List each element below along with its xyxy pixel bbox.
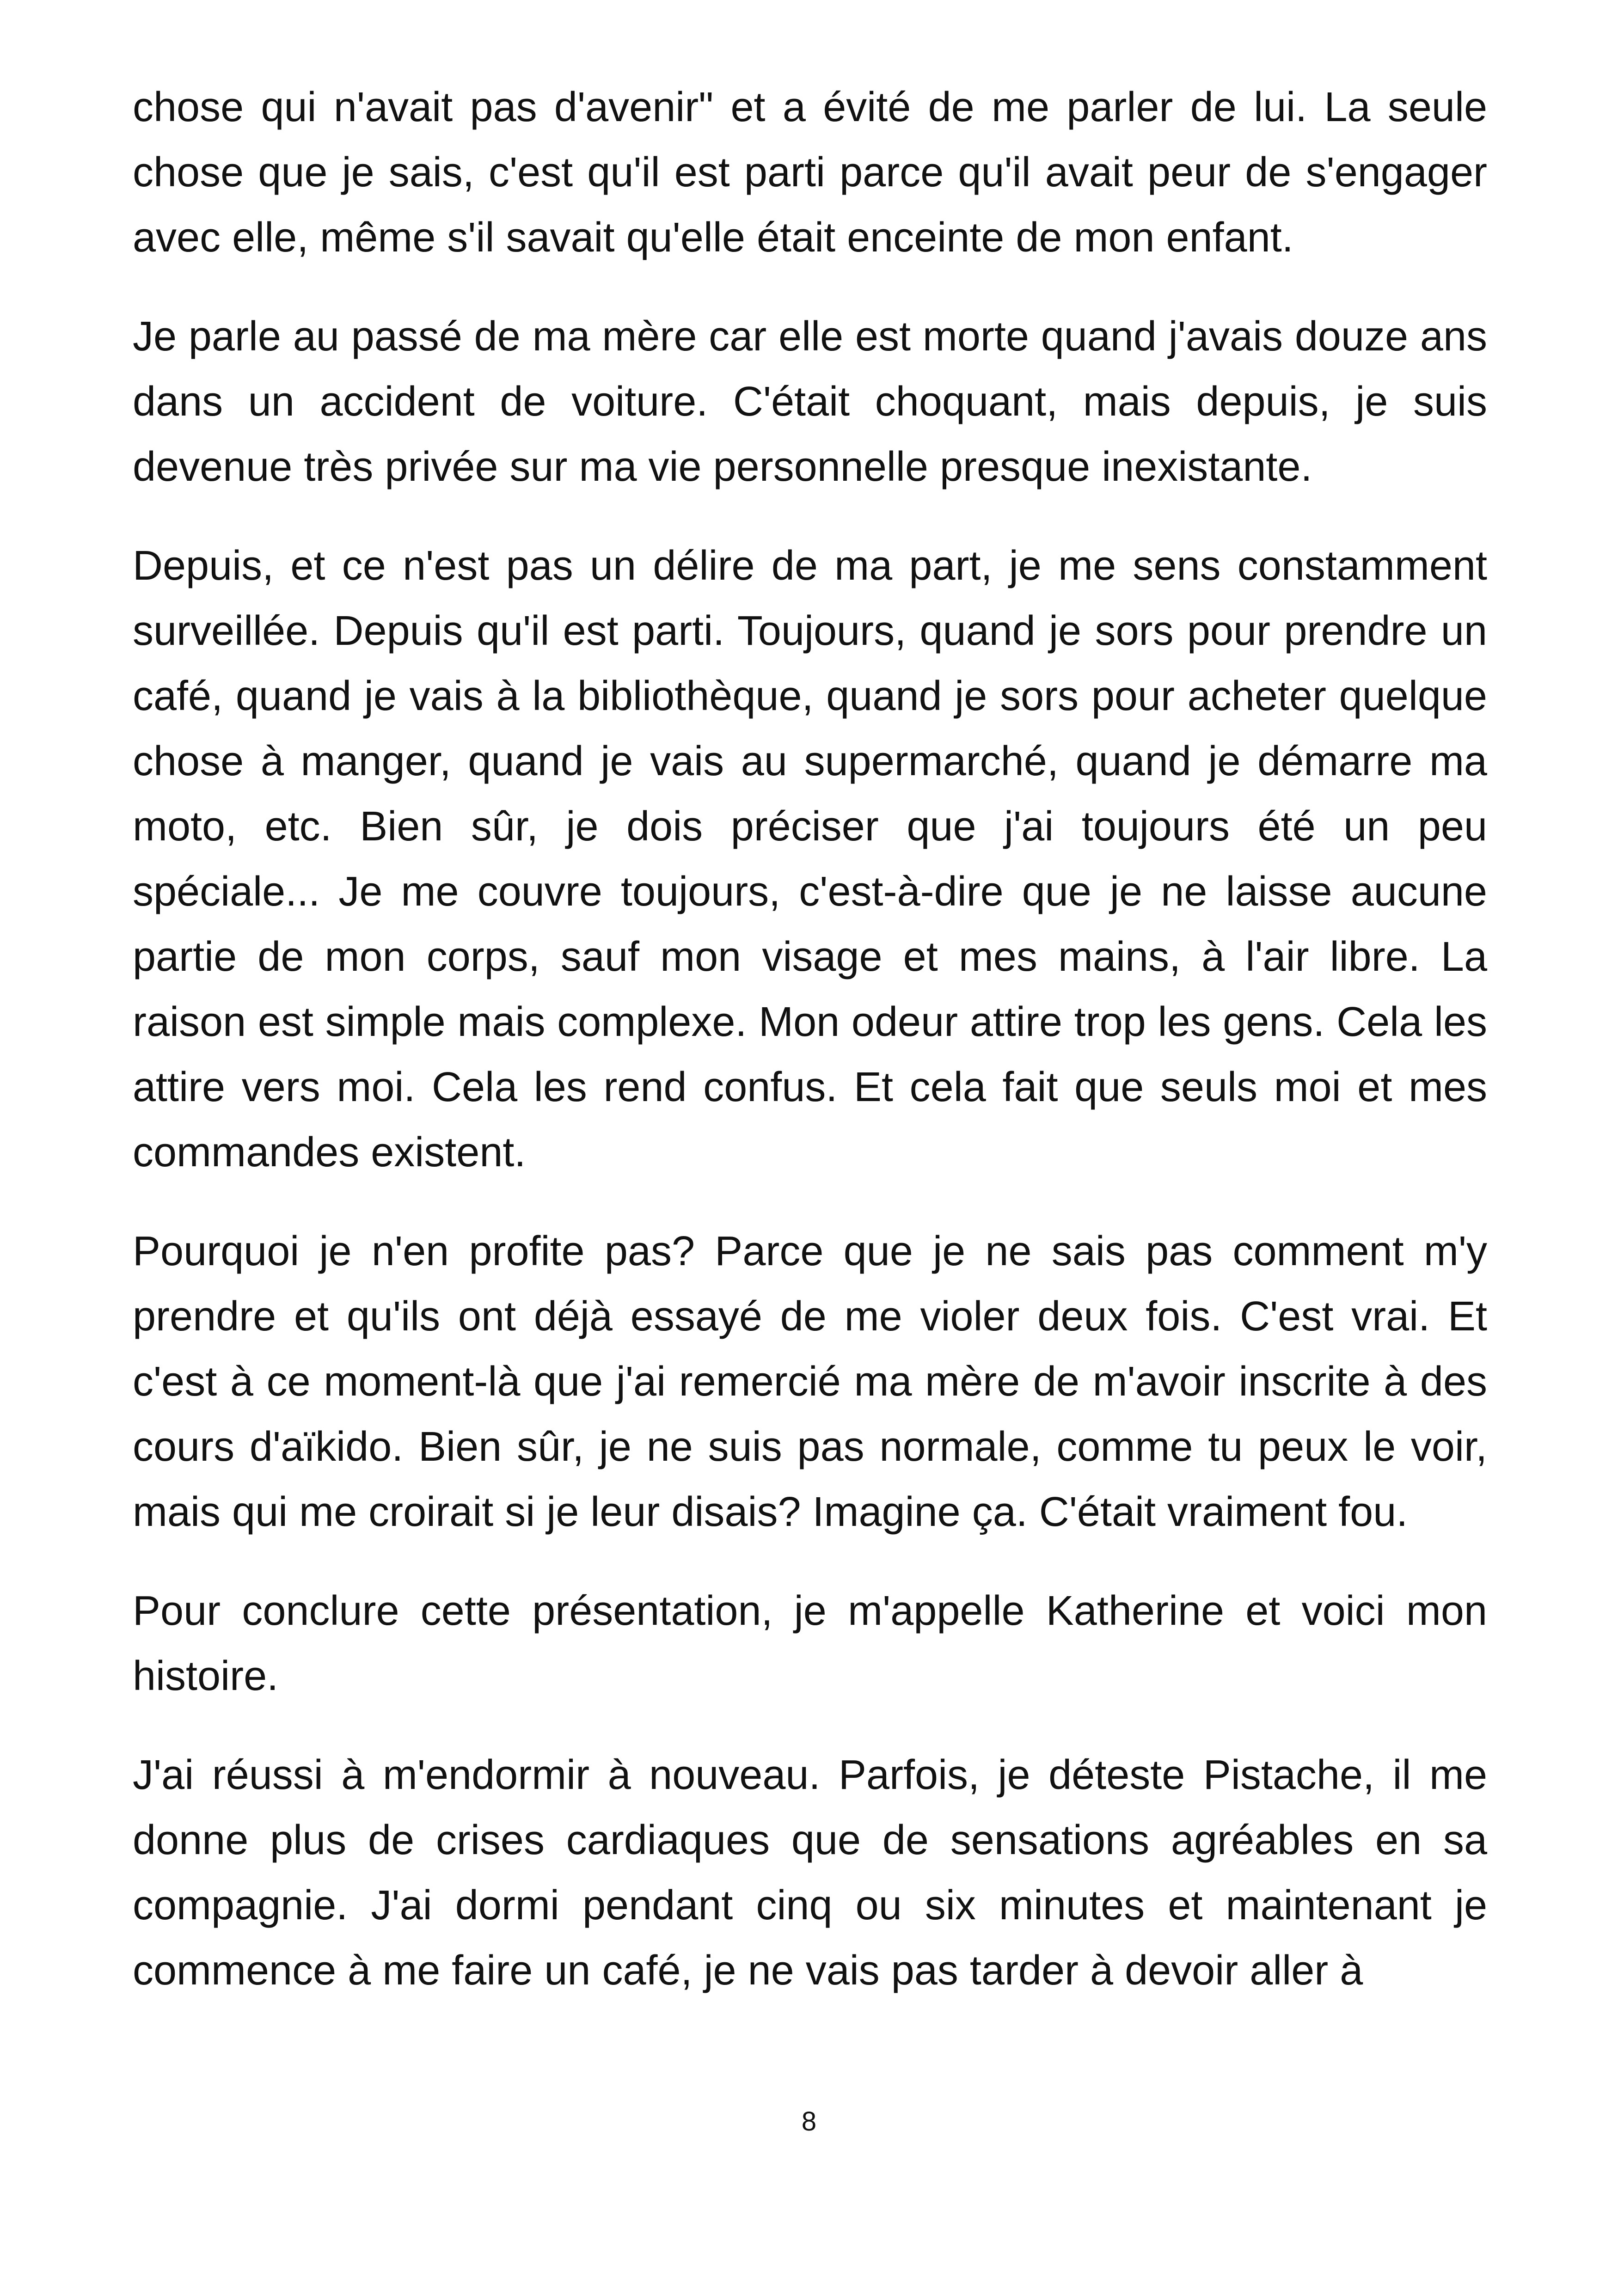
page-number: 8 bbox=[801, 2106, 817, 2137]
body-text bbox=[133, 75, 1487, 2003]
paragraph: Je parle au passé de ma mère car elle est morte quand j'avais douze ans dans un accident de voiture. C'était choquant, mais depuis, je suis devenue très privée sur ma vie personnelle presque inexistante. bbox=[133, 313, 1487, 490]
paragraph: chose qui n'avait pas d'avenir" et a évité de me parler de lui. La seule chose que je sais, c'est qu'il est parti parce qu'il avait peur de s'engager avec elle, même s'il savait qu'elle était enceinte de mon enfant. bbox=[133, 84, 1487, 261]
paragraph: Pourquoi je n'en profite pas? Parce que je ne sais pas comment m'y prendre et qu'ils ont déjà essayé de me violer deux fois. C'est vrai. Et c'est à ce moment-là que j'ai remercié ma mère de m'avoir inscrite à des cours d'aïkido. Bien sûr, je ne suis pas normale, comme tu peux le voir, mais qui me croirait si je leur disais? Imagine ça. C'était vraiment fou. bbox=[133, 1228, 1487, 1535]
paragraph: Pour conclure cette présentation, je m'appelle Katherine et voici mon histoire. bbox=[133, 1588, 1487, 1699]
paragraph-last: J'ai réussi à m'endormir à nouveau. Parfois, je déteste Pistache, il me donne plus de crises cardiaques que de sensations agréables en sa compagnie. J'ai dormi pendant cinq ou six minutes et maintenant je commence à me faire un café, je ne vais pas tarder à devoir aller à bbox=[133, 1752, 1487, 1994]
paragraph: Depuis, et ce n'est pas un délire de ma part, je me sens constamment surveillée. Depuis qu'il est parti. Toujours, quand je sors pour prendre un café, quand je vais à la bibliothèque, quand je sors pour acheter quelque chose à manger, quand je vais au supermarché, quand je démarre ma moto, etc. Bien sûr, je dois préciser que j'ai toujours été un peu spéciale... Je me couvre toujours, c'est-à-dire que je ne laisse aucune partie de mon corps, sauf mon visage et mes mains, à l'air libre. La raison est simple mais complexe. Mon odeur attire trop les gens. Cela les attire vers moi. Cela les rend confus. Et cela fait que seuls moi et mes commandes existent. bbox=[133, 543, 1487, 1176]
